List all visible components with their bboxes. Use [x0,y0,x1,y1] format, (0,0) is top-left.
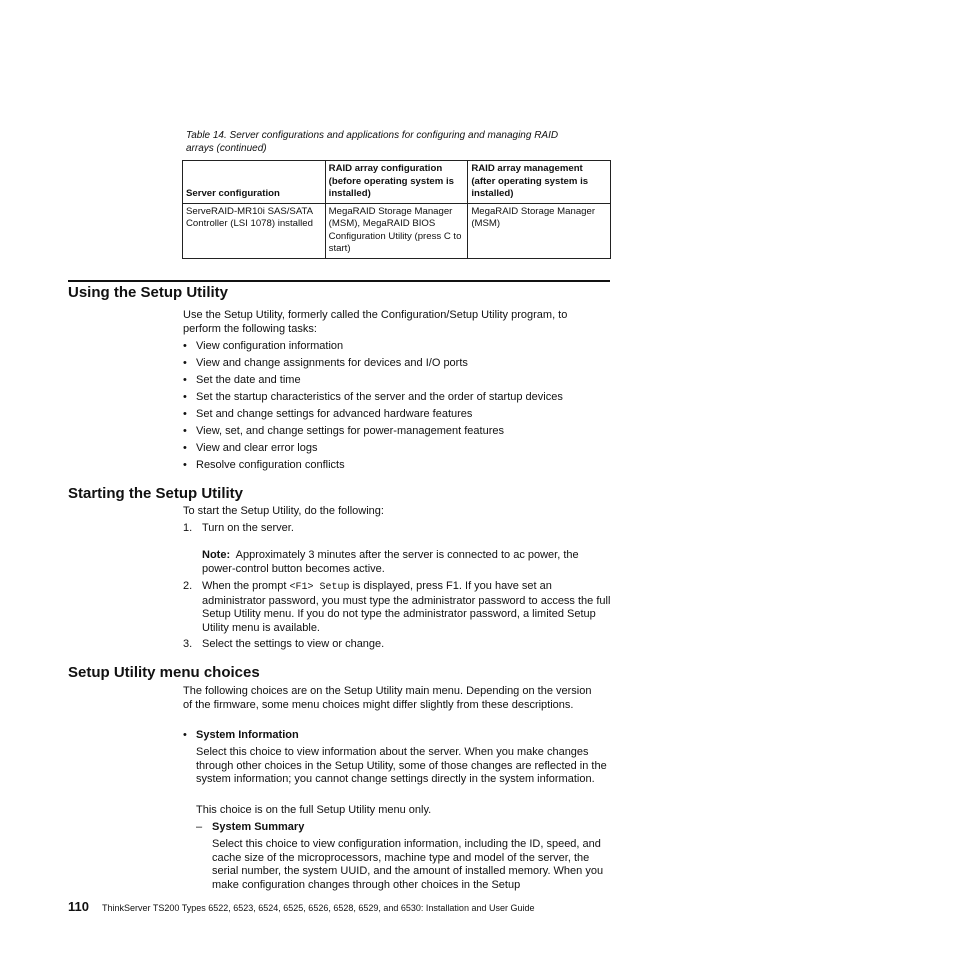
sysinfo-item: • System Information [183,729,299,741]
table-row [183,203,611,258]
list-item: • View and change assignments for devices and I/O ports [183,357,468,369]
sysinfo-note: This choice is on the full Setup Utility menu only. [196,804,432,816]
table-caption: Table 14. Server configurations and applications for configuring and managing RAID arrays (continued) [186,130,559,154]
task-list [183,339,603,475]
step-3: 3. Select the settings to view or change. [183,638,385,650]
summary-item: – System Summary [196,821,305,833]
using-intro: Use the Setup Utility, formerly called the Configuration/Setup Utility program, to perform the following tasks: [183,309,568,335]
table-cell: ServeRAID-MR10i SAS/SATA Controller (LSI 1078) installed [183,203,326,258]
table-header: RAID array configuration (before operating system is installed) [325,161,468,204]
list-item: • Set the date and time [183,374,301,386]
list-item: • View configuration information [183,340,344,352]
step-1: 1. Turn on the server. [183,522,294,534]
footer-title: ThinkServer TS200 Types 6522, 6523, 6524, 6525, 6526, 6528, 6529, and 6530: Installation and User Guide [102,903,535,913]
note-label: Note: [202,549,231,561]
list-item: • View and clear error logs [183,442,318,454]
table-header-row [183,161,611,204]
list-item: • Resolve configuration conflicts [183,459,345,471]
note-text: Approximately 3 minutes after the server is connected to ac power, the power-control button becomes active. [202,549,579,575]
page-number: 110 [68,899,89,914]
section-rule [68,280,610,282]
step-2: 2. When the prompt <F1> Setup is displayed, press F1. If you have set an administrator password, you must type the administrator password to access the full Setup Utility menu. If you do not type the administrator password, a limited Setup Utility menu is available. [183,580,611,635]
menu-intro: The following choices are on the Setup Utility main menu. Depending on the version of the firmware, some menu choices might differ slightly from these descriptions. [183,685,592,711]
sysinfo-desc: Select this choice to view information about the server. When you make changes through other choices in the Setup Utility, some of those changes are reflected in the system information; you cannot change settings directly in the system information. [196,746,607,786]
section-heading-menu: Setup Utility menu choices [68,664,260,681]
starting-intro: To start the Setup Utility, do the following: [183,505,384,517]
table-cell: MegaRAID Storage Manager (MSM), MegaRAID BIOS Configuration Utility (press C to start) [325,203,468,258]
raid-config-table [182,160,611,259]
table-header: Server configuration [183,161,326,204]
note [202,549,607,576]
list-item: • Set the startup characteristics of the server and the order of startup devices [183,391,563,403]
section-heading-starting: Starting the Setup Utility [68,485,244,502]
summary-desc: Select this choice to view configuration information, including the ID, speed, and cache size of the microprocessors, machine type and model of the server, the serial number, the system UUID, and the amount of installed memory. When you make configuration changes through other choices in the Setup [212,838,604,892]
list-item: • Set and change settings for advanced hardware features [183,408,473,420]
table-cell: MegaRAID Storage Manager (MSM) [468,203,611,258]
f1-setup-prompt: <F1> Setup [289,582,350,593]
table-header: RAID array management (after operating system is installed) [468,161,611,204]
section-heading-using: Using the Setup Utility [68,284,229,301]
list-item: • View, set, and change settings for power-management features [183,425,504,437]
